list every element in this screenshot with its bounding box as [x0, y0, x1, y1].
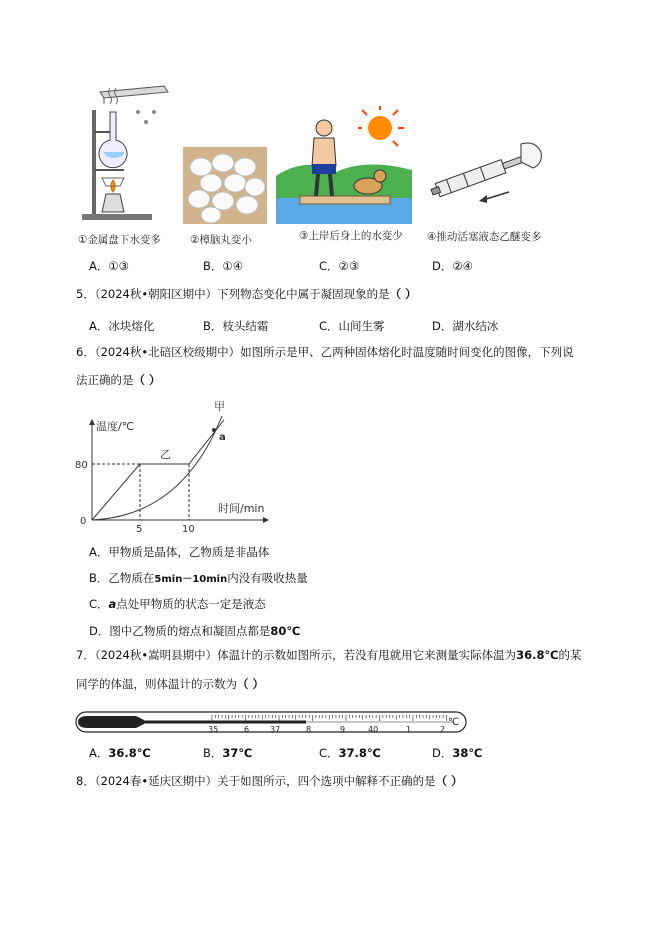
q6-option-a[interactable]: A．甲物质是晶体，乙物质是非晶体 [89, 545, 270, 559]
graph-origin: 0 [80, 516, 87, 527]
q6-option-d[interactable] [89, 623, 300, 639]
q6-optd-pre: D．图中乙物质的熔点和凝固点都是 [89, 624, 271, 638]
q7-thermometer [74, 706, 470, 738]
q5-answer-paren: （ ） [389, 287, 417, 301]
q7-answer-paren: （ ） [237, 677, 265, 691]
q6-option-c[interactable] [89, 596, 266, 612]
q5-option-b[interactable]: B．枝头结霜 [203, 319, 269, 333]
q6-optb-pre: B．乙物质在 [89, 571, 155, 585]
q4-option-a[interactable]: A．①③ [89, 259, 129, 273]
q7-option-b[interactable] [203, 745, 252, 761]
q7-optb-val: 37℃ [222, 746, 253, 760]
q7-stem-val: 36.8℃ [516, 648, 559, 662]
q7-option-d[interactable] [432, 745, 482, 761]
q6-stem-line2: 法正确的是 [76, 373, 134, 387]
q7-optd-val: 38℃ [452, 746, 483, 760]
thermometer-label-40: 40 [368, 725, 379, 734]
question-6-line2 [76, 372, 161, 389]
thermometer-label-35: 35 [208, 725, 219, 734]
graph-label-a: a [219, 432, 226, 443]
q5-number: 5． [76, 287, 95, 301]
graph-tick-5: 5 [136, 524, 143, 534]
q7-optc-label: C． [319, 746, 339, 760]
question-6 [76, 344, 574, 361]
question-8 [76, 773, 463, 790]
q4-option-c[interactable]: C．②③ [319, 259, 360, 273]
figure-1-caption: ①金属盘下水变多 [78, 234, 161, 246]
q8-answer-paren: （ ） [435, 774, 463, 788]
q6-optd-val: 80℃ [270, 624, 301, 638]
question-7 [76, 647, 581, 664]
thermometer-label-39: 9 [340, 725, 346, 734]
q6-optc-post: 点处甲物质的状态一定是液态 [116, 597, 266, 611]
q6-number: 6． [76, 345, 95, 359]
q7-stem-post: 的某 [558, 648, 582, 662]
thermometer-unit: ℃ [448, 717, 460, 728]
q5-stem: 下列物态变化中属于凝固现象的是 [217, 287, 390, 301]
q6-optc-a: a [108, 597, 117, 611]
q6-optb-range: 5min－10min [154, 574, 228, 585]
q5-option-d[interactable]: D．湖水结冰 [432, 319, 499, 333]
thermometer-label-37: 37 [270, 725, 281, 734]
figure-2-caption: ②樟脑丸变小 [190, 234, 252, 246]
figure-4-caption: ④推动活塞液态乙醚变多 [427, 231, 542, 243]
graph-xlabel: 时间/min [218, 502, 265, 515]
thermometer-label-41: 1 [406, 725, 412, 734]
graph-ylabel: 温度/℃ [96, 420, 135, 433]
q7-number: 7． [76, 648, 95, 662]
graph-line-yi [92, 420, 224, 520]
thermometer-label-42: 2 [440, 725, 446, 734]
q5-source: （2024秋•朝阳区期中） [94, 287, 218, 301]
thermometer-label-38: 8 [306, 725, 312, 734]
q6-optb-post: 内没有吸收热量 [227, 571, 308, 585]
q8-number: 8． [76, 774, 95, 788]
q7-stem-pre: 体温计的示数如图所示，若没有甩就用它来测量实际体温为 [217, 648, 517, 662]
graph-label-yi: 乙 [160, 448, 171, 461]
q7-option-c[interactable] [319, 745, 381, 761]
q6-stem-line1: 如图所示是甲、乙两种固体熔化时温度随时间变化的图像，下列说 [240, 345, 574, 359]
q4-option-d[interactable]: D．②④ [432, 259, 473, 273]
figure-1-metal-plate [80, 82, 170, 224]
q5-option-a[interactable]: A．冰块熔化 [89, 319, 155, 333]
q6-melting-graph [72, 398, 282, 534]
q7-opta-label: A． [89, 746, 109, 760]
graph-point-a [212, 428, 216, 432]
q7-optd-label: D． [432, 746, 453, 760]
q7-opta-val: 36.8℃ [108, 746, 151, 760]
question-7-line2 [76, 676, 264, 693]
figure-2-mothballs [183, 147, 267, 224]
q8-source: （2024春•延庆区期中） [94, 774, 218, 788]
q7-stem-line2: 同学的体温，则体温计的示数为 [76, 677, 237, 691]
q7-optc-val: 37.8℃ [338, 746, 381, 760]
figure-4-syringe [425, 134, 545, 214]
q6-optc-pre: C． [89, 597, 109, 611]
figure-3-swimmer [276, 106, 412, 224]
question-5 [76, 286, 417, 303]
graph-tick-10: 10 [182, 524, 195, 534]
q4-option-b[interactable]: B．①④ [203, 259, 244, 273]
q7-optb-label: B． [203, 746, 223, 760]
figure-3-caption: ③上岸后身上的水变少 [299, 230, 403, 242]
q6-source: （2024秋•北碚区校级期中） [94, 345, 241, 359]
graph-label-jia: 甲 [214, 400, 225, 413]
q8-stem: 关于如图所示，四个选项中解释不正确的是 [217, 774, 436, 788]
thermometer-label-36: 6 [244, 725, 250, 734]
q5-option-c[interactable]: C．山间生雾 [319, 319, 385, 333]
q6-answer-paren: （ ） [133, 373, 161, 387]
q7-option-a[interactable] [89, 745, 151, 761]
graph-tick-80: 80 [75, 460, 88, 471]
q6-option-b[interactable] [89, 570, 308, 586]
q7-source: （2024秋•嵩明县期中） [94, 648, 218, 662]
